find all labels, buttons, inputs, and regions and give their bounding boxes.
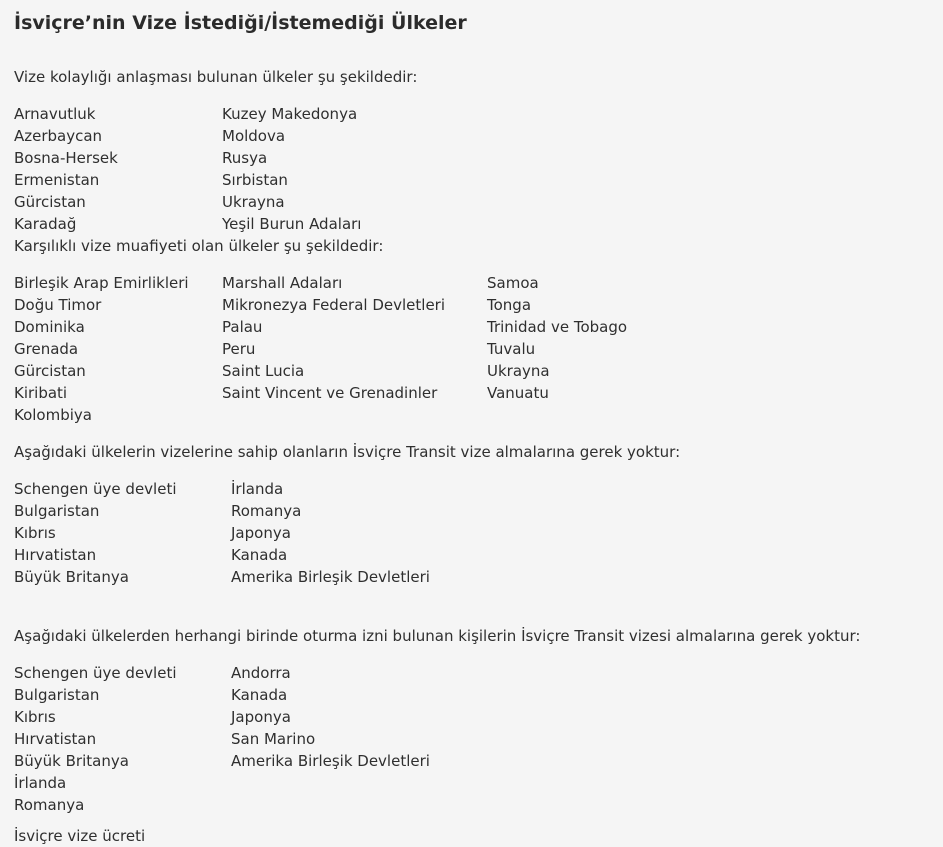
country-item: İrlanda <box>231 480 284 498</box>
country-item: Tuvalu <box>487 340 536 358</box>
page-title: İsviçre’nin Vize İstediği/İstemediği Ülkeler <box>14 12 467 34</box>
country-item: Moldova <box>222 127 286 145</box>
country-item: Birleşik Arap Emirlikleri <box>14 274 189 292</box>
country-item: Doğu Timor <box>14 296 102 314</box>
country-item: Ukrayna <box>222 193 285 211</box>
country-item: Bosna-Hersek <box>14 149 118 167</box>
country-item: San Marino <box>231 730 316 748</box>
section-intro-transit-visa-holders: Aşağıdaki ülkelerin vizelerine sahip olanların İsviçre Transit vize almalarına gerek yoktur: <box>14 443 681 461</box>
country-item: Ukrayna <box>487 362 550 380</box>
country-item: Sırbistan <box>222 171 288 189</box>
section-intro-visa-exemption: Karşılıklı vize muafiyeti olan ülkeler şu şekildedir: <box>14 237 384 255</box>
next-heading-cut-off: İsviçre vize ücreti <box>14 827 146 845</box>
country-item: Trinidad ve Tobago <box>487 318 628 336</box>
country-item: Tonga <box>487 296 532 314</box>
country-item: Peru <box>222 340 256 358</box>
country-item: Schengen üye devleti <box>14 480 177 498</box>
country-item: Palau <box>222 318 263 336</box>
country-list-visa-facilitation <box>14 103 462 235</box>
country-list-visa-exemption <box>14 272 687 426</box>
country-item: Mikronezya Federal Devletleri <box>222 296 446 314</box>
country-list-transit-residence-permit <box>14 662 471 816</box>
country-item: Amerika Birleşik Devletleri <box>231 568 430 586</box>
country-item: Kıbrıs <box>14 708 56 726</box>
country-item: Marshall Adaları <box>222 274 343 292</box>
country-item: Vanuatu <box>487 384 549 402</box>
country-item: Japonya <box>231 524 291 542</box>
country-item: Kolombiya <box>14 406 92 424</box>
country-item: Grenada <box>14 340 79 358</box>
country-item: Büyük Britanya <box>14 752 129 770</box>
country-item: Gürcistan <box>14 193 86 211</box>
empty-cell <box>231 772 471 794</box>
country-item: Kuzey Makedonya <box>222 105 358 123</box>
country-item: Saint Lucia <box>222 362 305 380</box>
country-item: Azerbaycan <box>14 127 103 145</box>
country-item: Bulgaristan <box>14 502 100 520</box>
country-item: Romanya <box>231 502 302 520</box>
country-item: Kanada <box>231 686 288 704</box>
section-intro-visa-facilitation: Vize kolaylığı anlaşması bulunan ülkeler şu şekildedir: <box>14 68 418 86</box>
country-item: Hırvatistan <box>14 546 97 564</box>
country-item: Gürcistan <box>14 362 86 380</box>
country-item: Rusya <box>222 149 268 167</box>
country-item: Kiribati <box>14 384 68 402</box>
country-item: Samoa <box>487 274 539 292</box>
country-item: Karadağ <box>14 215 77 233</box>
empty-cell <box>222 404 487 426</box>
article-body <box>14 0 943 845</box>
country-item: Büyük Britanya <box>14 568 129 586</box>
country-item: İrlanda <box>14 774 67 792</box>
country-item: Romanya <box>14 796 85 814</box>
country-item: Japonya <box>231 708 291 726</box>
country-item: Ermenistan <box>14 171 100 189</box>
country-item: Hırvatistan <box>14 730 97 748</box>
empty-cell <box>487 404 687 426</box>
country-item: Schengen üye devleti <box>14 664 177 682</box>
country-item: Arnavutluk <box>14 105 96 123</box>
country-item: Bulgaristan <box>14 686 100 704</box>
country-item: Yeşil Burun Adaları <box>222 215 362 233</box>
country-item: Kıbrıs <box>14 524 56 542</box>
country-item: Kanada <box>231 546 288 564</box>
country-item: Amerika Birleşik Devletleri <box>231 752 430 770</box>
empty-cell <box>231 794 471 816</box>
country-item: Saint Vincent ve Grenadinler <box>222 384 438 402</box>
country-item: Dominika <box>14 318 85 336</box>
country-list-transit-visa-holders <box>14 478 471 588</box>
section-intro-transit-residence-permit: Aşağıdaki ülkelerden herhangi birinde oturma izni bulunan kişilerin İsviçre Transit vizesi almalarına gerek yoktur: <box>14 627 861 645</box>
country-item: Andorra <box>231 664 291 682</box>
